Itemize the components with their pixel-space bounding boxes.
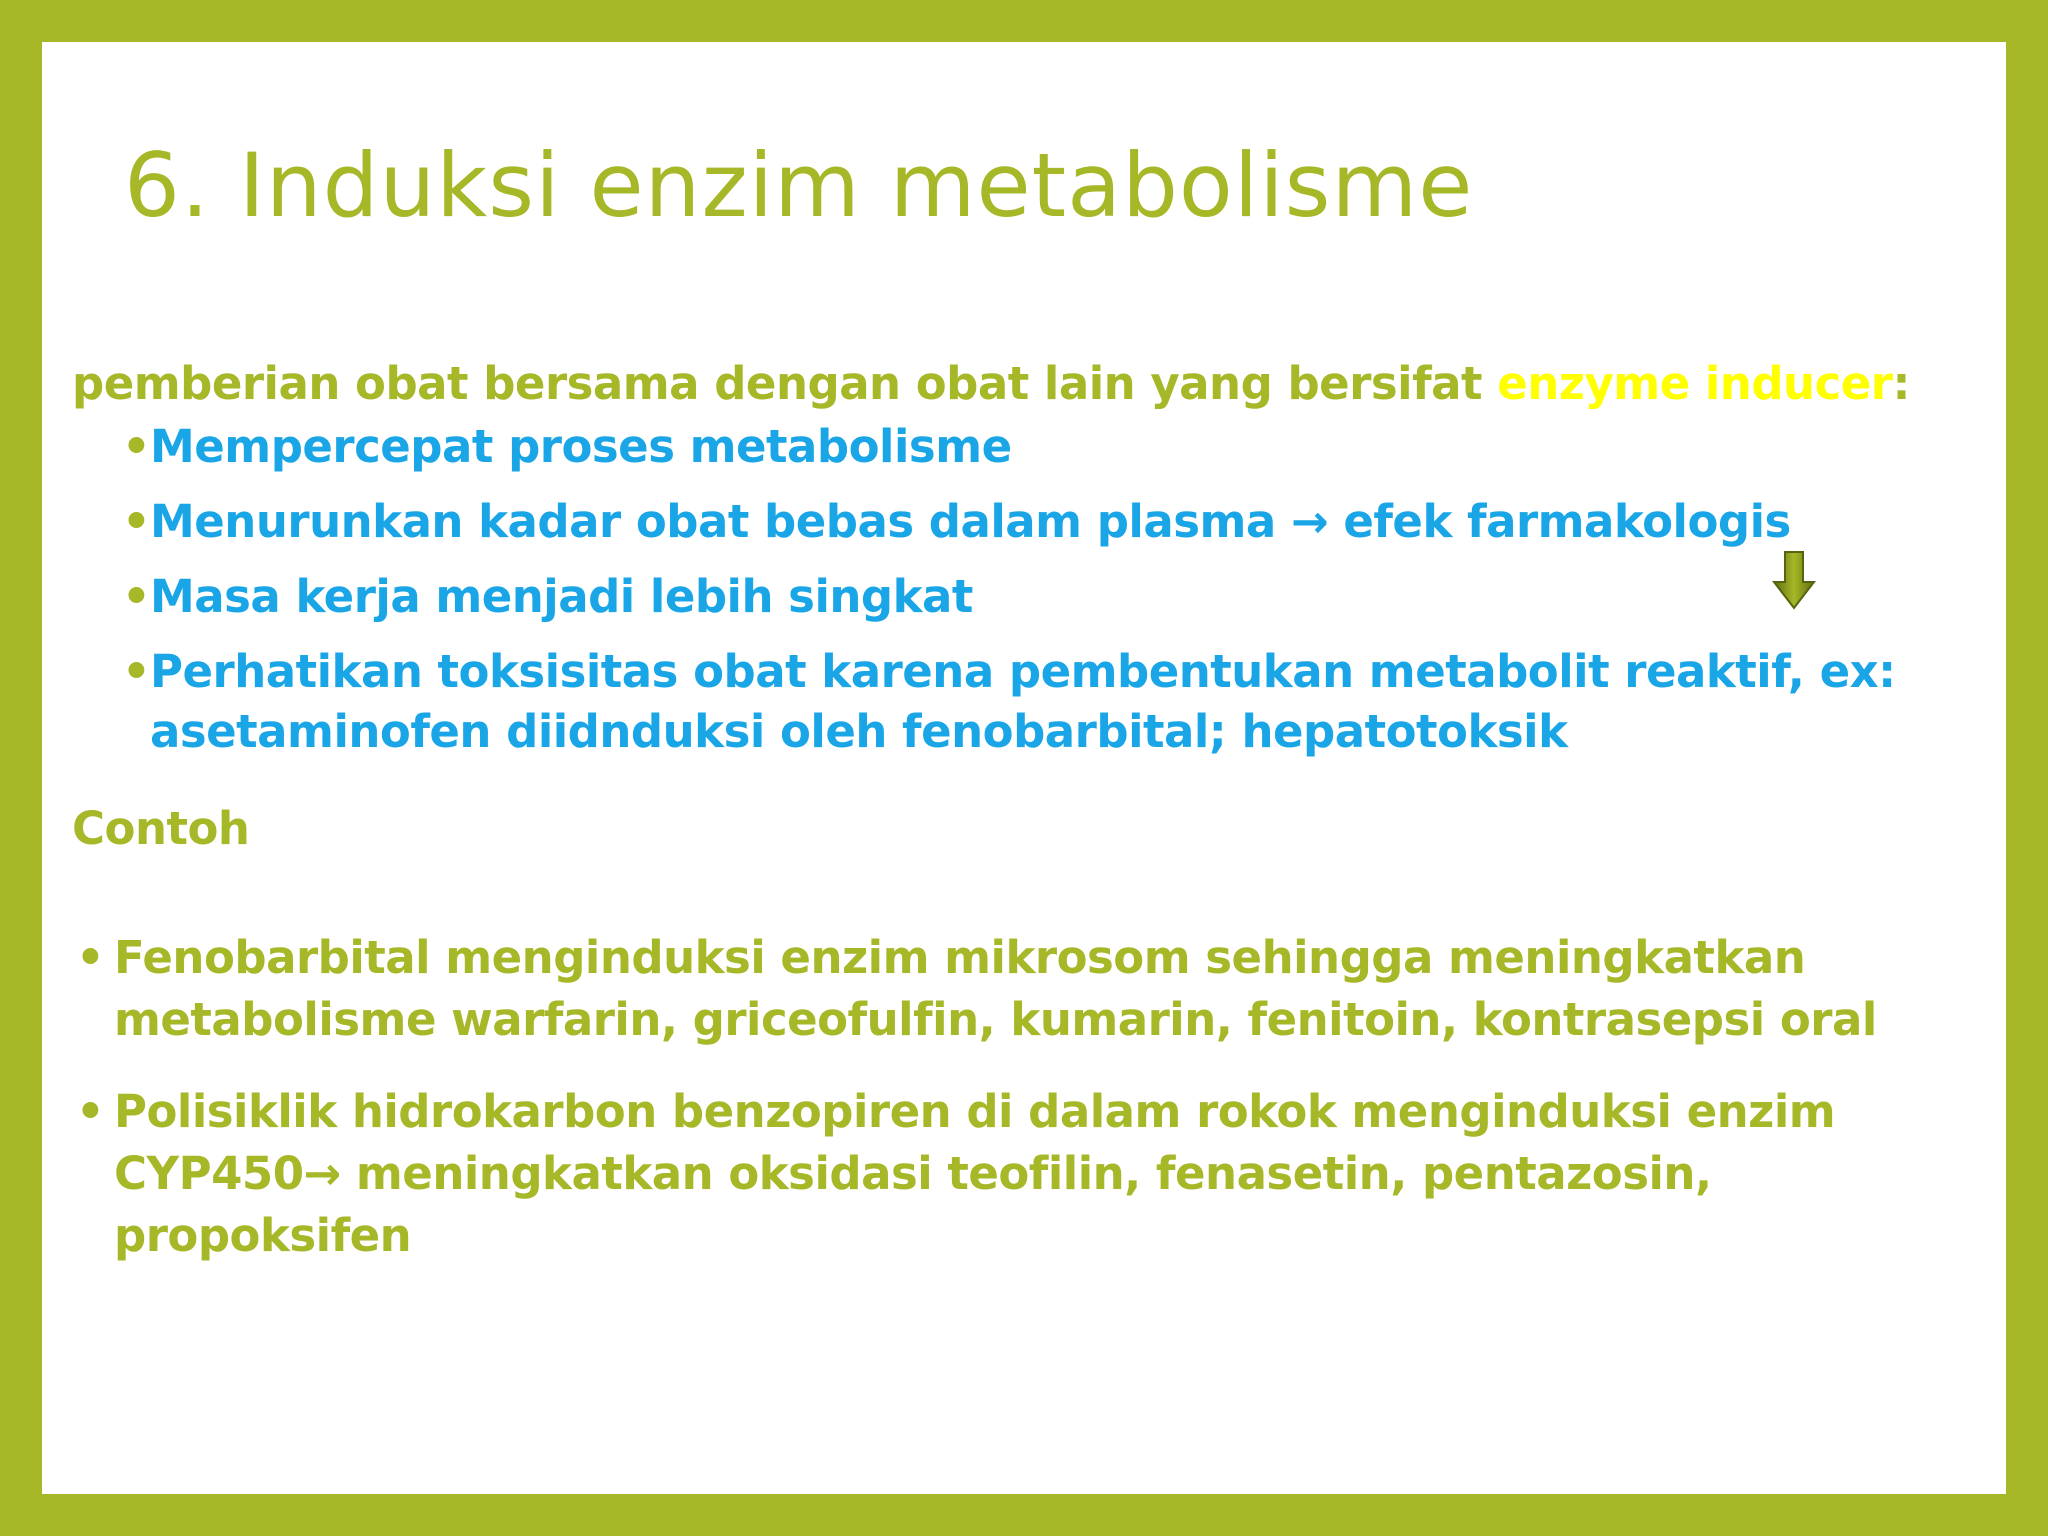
bullet: • — [76, 931, 105, 984]
list-item — [122, 417, 1922, 477]
list-item — [122, 567, 1922, 627]
effects-list — [122, 417, 1922, 777]
bullet: • — [122, 420, 151, 473]
right-arrow-icon: → — [1290, 495, 1329, 548]
slide — [42, 42, 2006, 1494]
list-item-text-before: Menurunkan kadar obat bebas dalam plasma — [150, 495, 1291, 548]
list-item-line2-after: meningkatkan oksidasi teofilin, fenasetin, pentazosin, — [340, 1147, 1712, 1200]
list-item-line2-before: CYP450 — [114, 1147, 304, 1200]
bullet: • — [122, 570, 151, 623]
list-item-text: Masa kerja menjadi lebih singkat — [150, 570, 973, 623]
list-item — [76, 1081, 1976, 1267]
right-arrow-icon: → — [303, 1147, 341, 1200]
list-item-text: Mempercepat proses metabolisme — [150, 420, 1012, 473]
intro-text — [72, 357, 1910, 410]
examples-list — [76, 927, 1976, 1297]
intro-highlight: enzyme inducer — [1497, 357, 1893, 410]
list-item-line1: Polisiklik hidrokarbon benzopiren di dalam rokok menginduksi enzim — [114, 1085, 1836, 1138]
list-item-line2: asetaminofen diidnduksi oleh fenobarbital; hepatotoksik — [150, 705, 1568, 758]
intro-before: pemberian obat bersama dengan obat lain yang bersifat — [72, 357, 1498, 410]
list-item-text-after: efek farmakologis — [1328, 495, 1791, 548]
list-item-line3: propoksifen — [114, 1209, 412, 1262]
list-item-line1: Perhatikan toksisitas obat karena pembentukan metabolit reaktif, ex: — [150, 645, 1896, 698]
bullet: • — [122, 645, 151, 698]
intro-after: : — [1892, 357, 1910, 410]
list-item-line1: Fenobarbital menginduksi enzim mikrosom sehingga meningkatkan — [114, 931, 1806, 984]
bullet: • — [76, 1085, 105, 1138]
down-arrow-icon — [1772, 550, 1816, 610]
bullet: • — [122, 495, 151, 548]
list-item — [122, 492, 1922, 552]
list-item — [122, 642, 1922, 762]
contoh-heading: Contoh — [72, 802, 250, 855]
list-item — [76, 927, 1976, 1051]
list-item-line2: metabolisme warfarin, griceofulfin, kumarin, fenitoin, kontrasepsi oral — [114, 993, 1877, 1046]
slide-title: 6. Induksi enzim metabolisme — [124, 134, 1474, 237]
